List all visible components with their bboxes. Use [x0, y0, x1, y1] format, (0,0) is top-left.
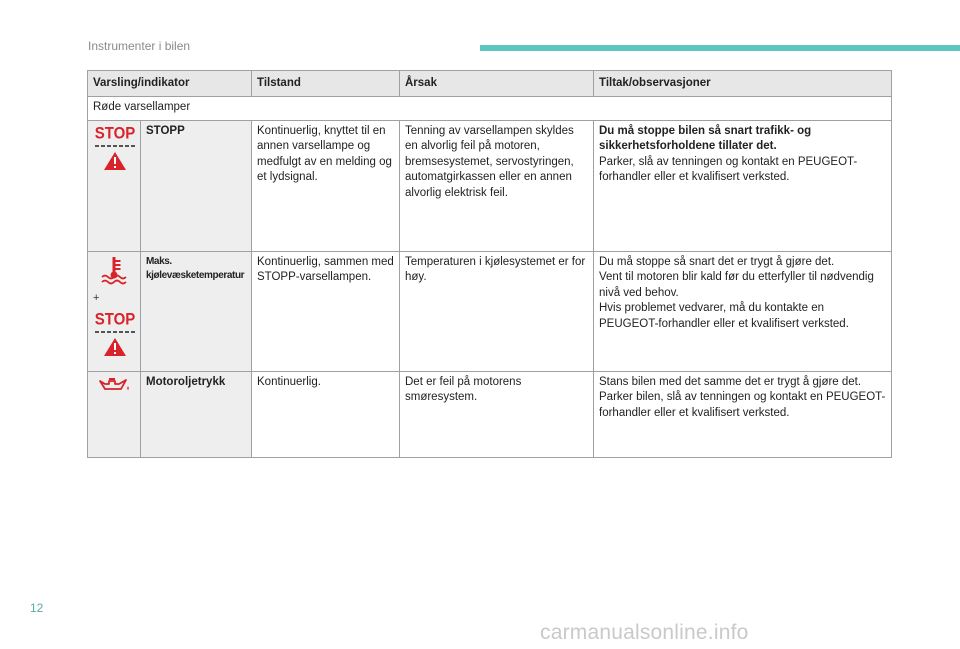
action-text: Stans bilen med det samme det er trygt å gjøre det.: [599, 375, 862, 388]
indicator-name: Motoroljetrykk: [141, 371, 252, 457]
icon-plus-sign: +: [93, 291, 100, 304]
table-row: [88, 120, 892, 251]
action-text: Parker bilen, slå av tenningen og kontakt en PEUGEOT-forhandler eller et kvalifisert verksted.: [599, 391, 886, 419]
action-emphasis: Du må stoppe bilen så snart trafikk- og sikkerhetsforholdene tillater det.: [599, 124, 812, 152]
table-header-row: [88, 71, 892, 97]
svg-text:STOP: STOP: [94, 124, 136, 142]
watermark: carmanualsonline.info: [540, 621, 749, 644]
column-header-indicator: Varsling/indikator: [88, 71, 252, 97]
indicator-action: [594, 371, 892, 457]
indicator-state: Kontinuerlig, sammen med STOPP-varsellampen.: [252, 251, 400, 371]
stop-warning-icon: [93, 310, 137, 358]
coolant-temperature-icon: [99, 255, 129, 285]
action-text: Vent til motoren blir kald før du etterfyller til nødvendig nivå ved behov.: [599, 271, 874, 299]
warning-lights-table: [87, 70, 892, 458]
indicator-icon-cell: [88, 120, 141, 251]
action-text: Parker, slå av tenningen og kontakt en PEUGEOT-forhandler eller et kvalifisert verksted.: [599, 155, 858, 183]
section-row: [88, 97, 892, 121]
table-row: [88, 251, 892, 371]
indicator-action: [594, 251, 892, 371]
indicator-state: Kontinuerlig, knyttet til en annen varsellampe og medfulgt av en melding og et lydsignal.: [252, 120, 400, 251]
indicator-state: Kontinuerlig.: [252, 371, 400, 457]
indicator-action: [594, 120, 892, 251]
indicator-name: Maks. kjølevæsketemperatur: [141, 251, 252, 371]
indicator-cause: Tenning av varsellampen skyldes en alvorlig feil på motoren, bremsesystemet, servostyringen, automatgirkassen eller en annen alvorlig elektrisk feil.: [400, 120, 594, 251]
indicator-icon-cell: [88, 251, 141, 371]
indicator-cause: Temperaturen i kjølesystemet er for høy.: [400, 251, 594, 371]
header-accent-bar: [480, 45, 960, 51]
oil-pressure-icon: [97, 375, 131, 395]
section-label: Røde varsellamper: [88, 97, 892, 121]
indicator-icon-cell: [88, 371, 141, 457]
page-header-title: Instrumenter i bilen: [88, 39, 191, 53]
indicator-name: STOPP: [141, 120, 252, 251]
svg-text:STOP: STOP: [94, 310, 136, 329]
column-header-cause: Årsak: [400, 71, 594, 97]
action-text: Du må stoppe så snart det er trygt å gjøre det.: [599, 255, 835, 268]
stop-warning-icon: [93, 124, 137, 172]
indicator-cause: Det er feil på motorens smøresystem.: [400, 371, 594, 457]
page-number: 12: [30, 601, 44, 615]
action-text: Hvis problemet vedvarer, må du kontakte en PEUGEOT-forhandler eller et kvalifisert verksted.: [599, 302, 849, 330]
table-row: [88, 371, 892, 457]
column-header-action: Tiltak/observasjoner: [594, 71, 892, 97]
column-header-state: Tilstand: [252, 71, 400, 97]
